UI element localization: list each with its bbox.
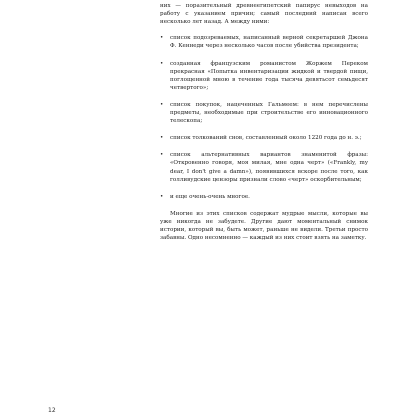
bullet-icon: • xyxy=(160,35,164,42)
list-item xyxy=(160,34,368,50)
list-item xyxy=(160,60,368,92)
list-item-text: список толкований снов, составленный около 1220 года до н. э.; xyxy=(170,135,362,142)
list-item-text: созданная французским романистом Жоржем Переком прекрасная «Попытка инвентаризации жидкой и твердой пищи, поглощенной мною в течение года тысяча девятьсот семьдесят четвертого»; xyxy=(170,60,368,91)
text-column xyxy=(160,0,368,242)
list-item xyxy=(160,101,368,125)
bullet-icon: • xyxy=(160,152,164,159)
bullet-icon: • xyxy=(160,101,164,108)
list-item-text: список подозреваемых, написанный верной секретаршей Джона Ф. Кеннеди через несколько часов после убийства президента; xyxy=(170,35,368,50)
page-number: 12 xyxy=(48,407,56,414)
bullet-icon: • xyxy=(160,193,164,200)
intro-paragraph: них — поразительный древнеегипетский папирус невыходов на работу с указанием причин; самый последний написан всего несколько лет назад. А между ними: xyxy=(160,3,368,26)
list-item-text: список альтернативных вариантов знаменитой фразы: «Откровенно говоря, моя милая, мне одна черт» («Frankly, my dear, I don't give a damn»), появившихся вскоре после того, как голливудские цензоры признали слово «черт» оскорбительным; xyxy=(170,152,368,183)
list-item xyxy=(160,193,368,201)
list-item-text: и еще очень-очень многое. xyxy=(170,193,250,200)
bullet-icon: • xyxy=(160,135,164,142)
list-of-lists xyxy=(160,34,368,200)
list-item-text: список покупок, нацеченных Гальмеем: в нем перечислены предметы, необходимые при строительстве его инновационного телескопа; xyxy=(170,101,368,125)
bullet-icon: • xyxy=(160,60,164,67)
list-item xyxy=(160,134,368,142)
closing-paragraph: Многие из этих списков содержат мудрые мысли, которые вы уже никогда не забудете. Другие дают моментальный снимок истории, который вы, быть может, раньше не видели. Третьи просто забавны. Одно несомненно — каждый из них стоит взять на заметку. xyxy=(160,210,368,242)
list-item xyxy=(160,151,368,183)
